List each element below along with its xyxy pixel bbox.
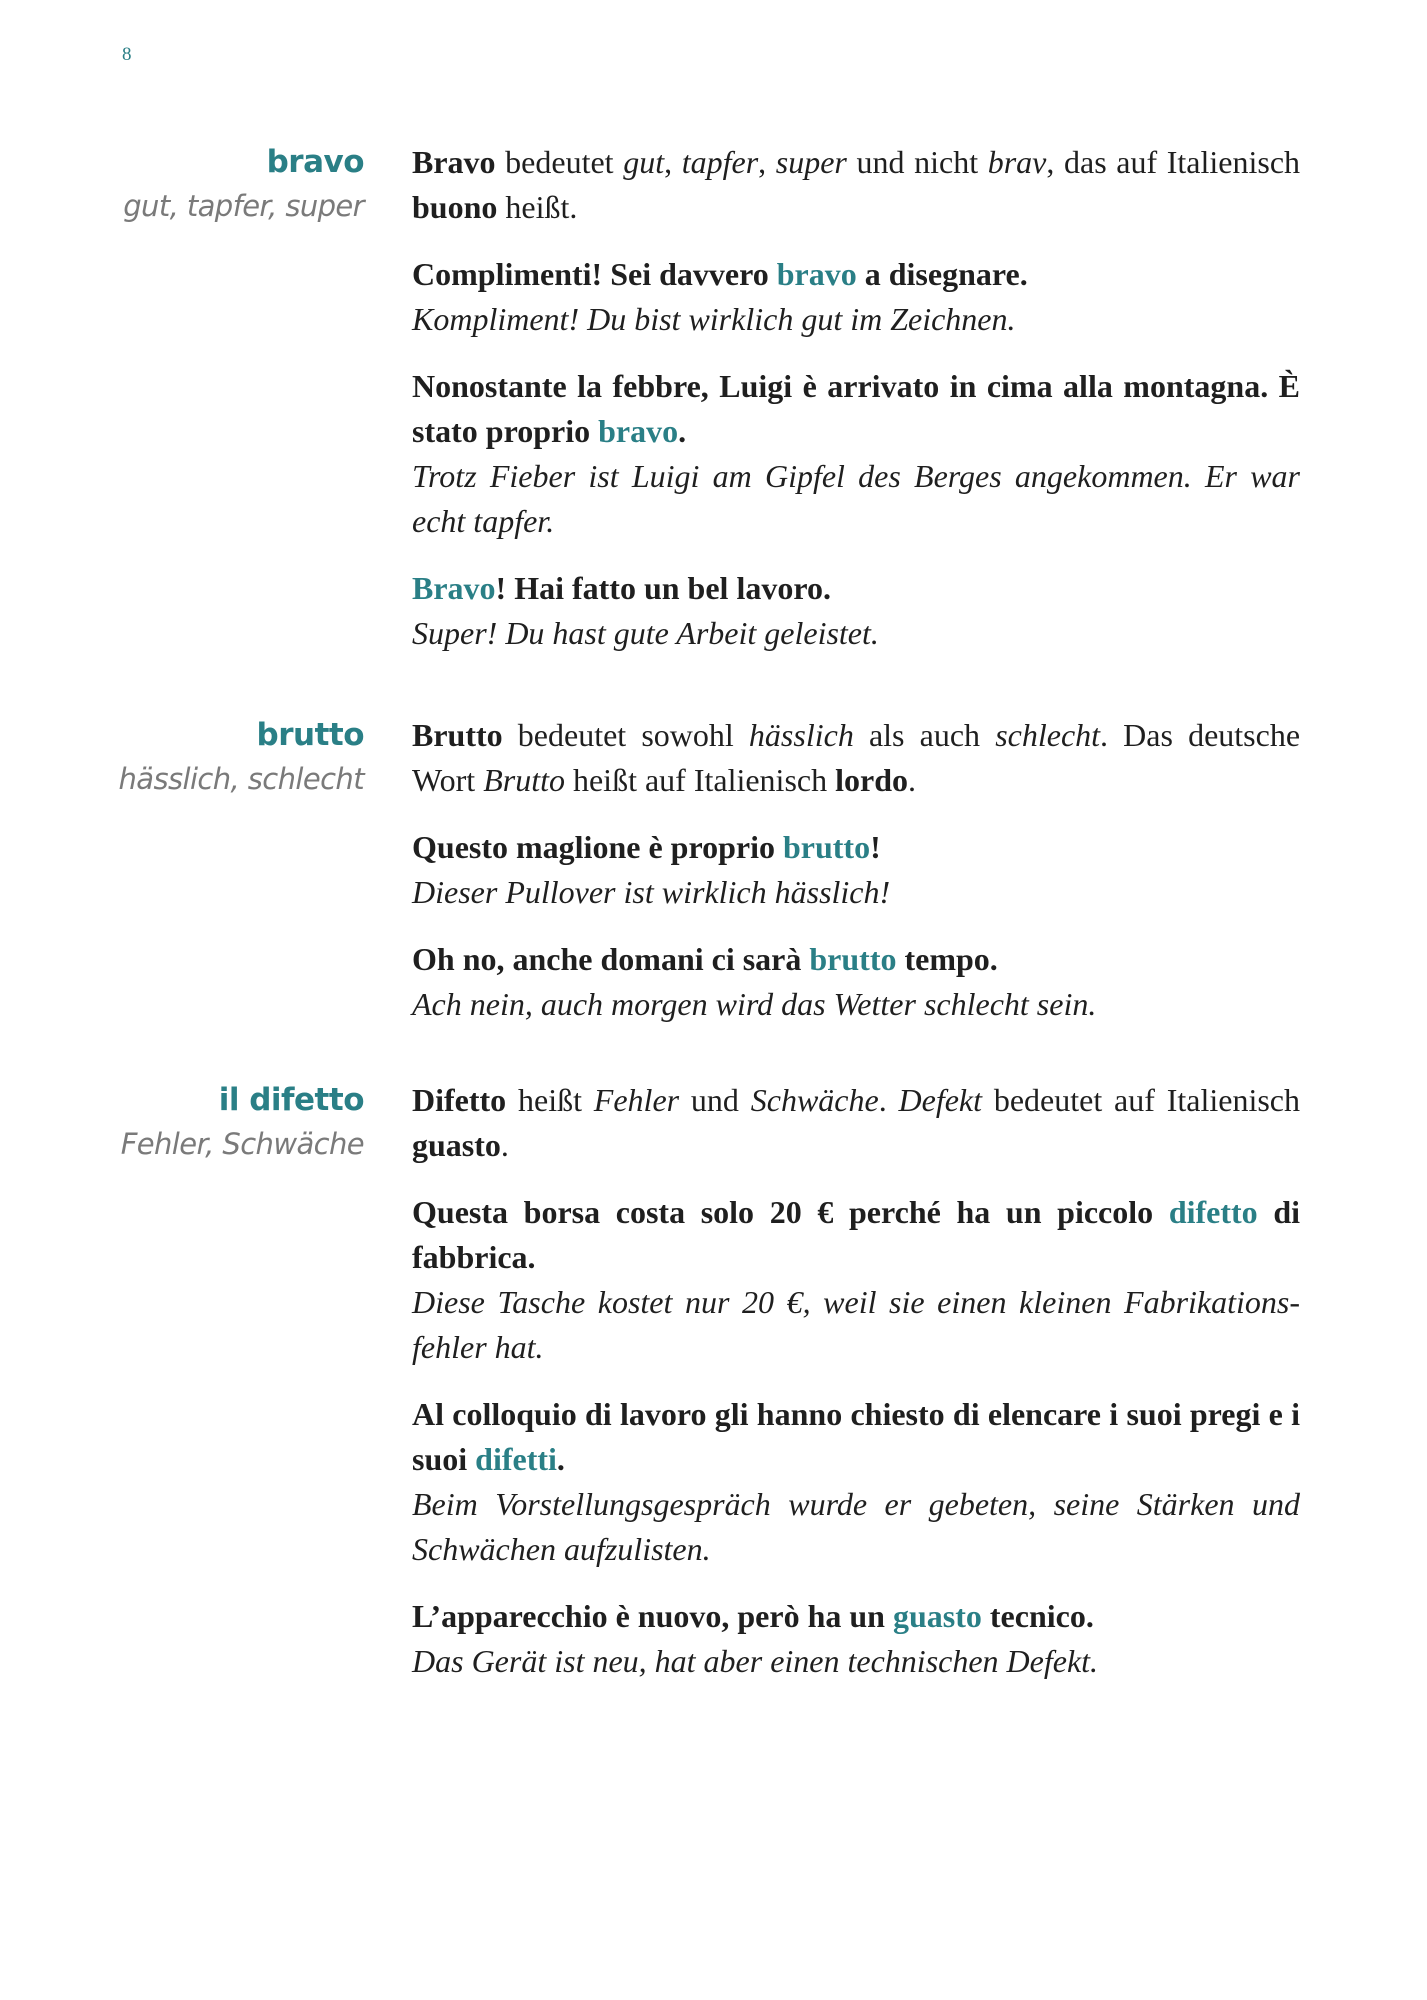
example (412, 825, 1300, 915)
example (412, 252, 1300, 342)
italian-sentence: Al colloquio di lavoro gli hanno chiesto di elencare i suoi pregi e i suoi difetti. (412, 1396, 1300, 1477)
headword-column (0, 1078, 364, 1166)
german-translation: Dieser Pullover ist wirklich hässlich! (412, 874, 891, 910)
explanation: Brutto bedeutet sowohl hässlich als auch schlecht. Das deutsche Wort Brutto heißt auf Italienisch lordo. (412, 717, 1301, 798)
example (412, 1190, 1300, 1370)
german-translation: Das Gerät ist neu, hat aber einen technischen Defekt. (412, 1643, 1099, 1679)
german-translation: Trotz Fieber ist Luigi am Gipfel des Berges angekommen. Er war echt tapfer. (412, 458, 1300, 539)
german-translation: Super! Du hast gute Arbeit geleistet. (412, 615, 879, 651)
italian-sentence: Bravo! Hai fatto un bel lavoro. (412, 570, 831, 606)
highlighted-word: difetti (475, 1441, 557, 1477)
highlighted-word: brutto (809, 941, 897, 977)
headword-column (0, 140, 364, 228)
italian-sentence: Questo maglione è proprio brutto! (412, 829, 881, 865)
example (412, 937, 1300, 1027)
headword: il difetto (218, 1082, 364, 1118)
highlighted-word: Bravo (412, 570, 496, 606)
highlighted-word: brutto (782, 829, 871, 865)
italian-sentence: Questa borsa costa solo 20 € perché ha un piccolo difetto di fabbrica. (412, 1194, 1301, 1275)
headword: brutto (256, 717, 364, 753)
page-number: 8 (122, 44, 132, 65)
entry-body (412, 140, 1300, 656)
highlighted-word: guasto (892, 1598, 982, 1634)
german-translation: Kompliment! Du bist wirklich gut im Zeichnen. (412, 301, 1016, 337)
german-translation: Beim Vorstellungsgespräch wurde er gebeten, seine Stärken und Schwächen aufzulisten. (412, 1486, 1300, 1567)
highlighted-word: bravo (776, 256, 857, 292)
headword-translation: gut, tapfer, super (123, 189, 364, 223)
german-translation: Diese Tasche kostet nur 20 €, weil sie einen kleinen Fabrikationsfehler hat. (412, 1284, 1300, 1365)
example (412, 1392, 1300, 1572)
headword-translation: Fehler, Schwäche (120, 1127, 364, 1161)
headword: bravo (266, 144, 364, 180)
german-translation: Ach nein, auch morgen wird das Wetter schlecht sein. (412, 986, 1097, 1022)
italian-sentence: L’apparecchio è nuovo, però ha un guasto tecnico. (412, 1598, 1094, 1634)
example (412, 1594, 1300, 1684)
example (412, 566, 1300, 656)
highlighted-word: difetto (1168, 1194, 1258, 1230)
highlighted-word: bravo (598, 413, 679, 449)
entry-body (412, 1078, 1300, 1684)
italian-sentence: Nonostante la febbre, Luigi è arrivato in cima alla montagna. È stato proprio bravo. (412, 368, 1300, 449)
italian-sentence: Oh no, anche domani ci sarà brutto tempo. (412, 941, 998, 977)
headword-translation: hässlich, schlecht (118, 762, 364, 796)
entry-body (412, 713, 1300, 1027)
headword-column (0, 713, 364, 801)
example (412, 364, 1300, 544)
explanation: Bravo bedeutet gut, tapfer, super und nicht brav, das auf Italienisch buono heißt. (412, 144, 1301, 225)
explanation: Difetto heißt Fehler und Schwäche. Defekt bedeutet auf Italienisch guasto. (412, 1082, 1301, 1163)
italian-sentence: Complimenti! Sei davvero bravo a disegnare. (412, 256, 1028, 292)
